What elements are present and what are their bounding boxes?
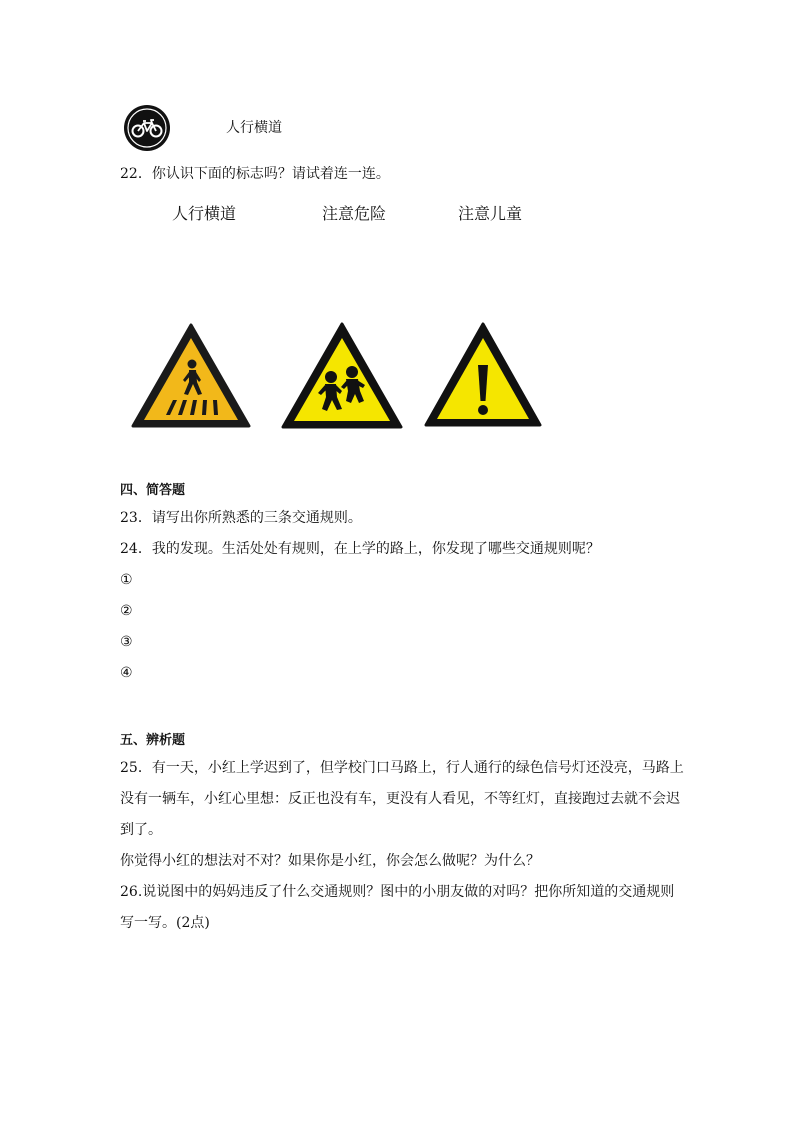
answer-item-4: ④ bbox=[120, 665, 133, 681]
question-25-line-1: 25．有一天，小红上学迟到了，但学校门口马路上，行人通行的绿色信号灯还没亮，马路上 bbox=[120, 760, 684, 776]
bicycle-row-label: 人行横道 bbox=[226, 120, 282, 136]
bicycle-sign bbox=[123, 104, 171, 152]
answer-item-3: ③ bbox=[120, 634, 133, 650]
question-25-line-4: 你觉得小红的想法对不对？如果你是小红，你会怎么做呢？为什么？ bbox=[120, 853, 540, 869]
section-4-title: 四、简答题 bbox=[120, 483, 186, 498]
question-25-line-2: 没有一辆车，小红心里想：反正也没有车，更没有人看见，不等红灯，直接跑过去就不会迟 bbox=[120, 791, 680, 807]
answer-item-1: ① bbox=[120, 572, 133, 588]
label-danger-warning: 注意危险 bbox=[322, 204, 387, 223]
warning-exclamation-sign bbox=[423, 321, 543, 429]
question-25-line-3: 到了。 bbox=[120, 822, 162, 838]
label-children-warning: 注意儿童 bbox=[458, 204, 523, 223]
pedestrian-crossing-sign bbox=[130, 322, 252, 430]
children-crossing-sign bbox=[280, 321, 404, 431]
children-crossing-sign-icon bbox=[280, 321, 404, 431]
section-5-title: 五、辨析题 bbox=[120, 733, 186, 748]
question-26-line-2: 写一写。(2点) bbox=[120, 915, 210, 931]
label-pedestrian-crossing: 人行横道 bbox=[172, 204, 237, 223]
question-26-line-1: 26.说说图中的妈妈违反了什么交通规则？图中的小朋友做的对吗？把你所知道的交通规则 bbox=[120, 884, 675, 900]
pedestrian-crossing-sign-icon bbox=[130, 322, 252, 430]
bicycle-icon bbox=[123, 104, 171, 152]
warning-exclamation-sign-icon bbox=[423, 321, 543, 429]
question-24: 24．我的发现。生活处处有规则，在上学的路上，你发现了哪些交通规则呢？ bbox=[120, 541, 600, 557]
answer-item-2: ② bbox=[120, 603, 133, 619]
question-23: 23．请写出你所熟悉的三条交通规则。 bbox=[120, 510, 362, 526]
question-22: 22．你认识下面的标志吗？请试着连一连。 bbox=[120, 166, 390, 182]
